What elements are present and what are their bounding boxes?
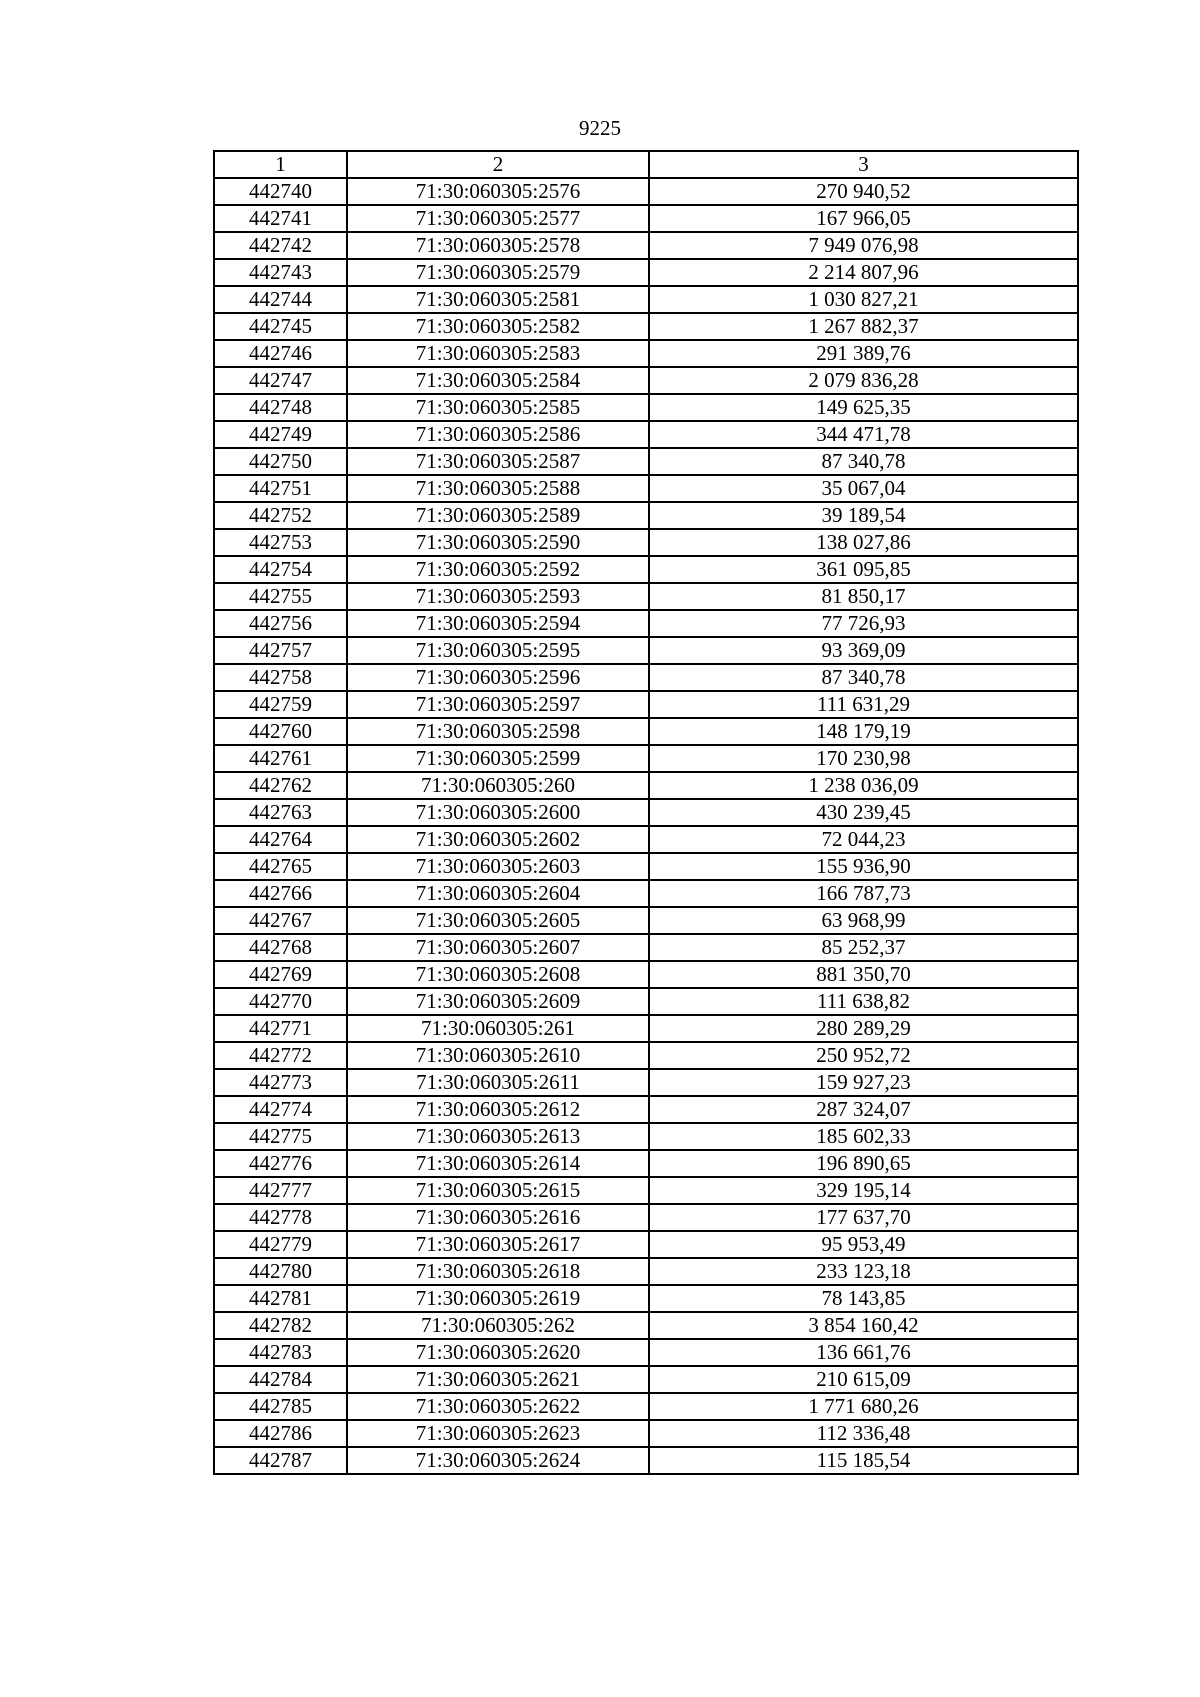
table-row bbox=[214, 448, 1078, 475]
table-row bbox=[214, 367, 1078, 394]
cadastral-number-cell: 71:30:060305:2583 bbox=[347, 340, 649, 367]
cadastral-number-cell: 71:30:060305:2610 bbox=[347, 1042, 649, 1069]
row-number-cell: 442778 bbox=[214, 1204, 347, 1231]
value-cell: 39 189,54 bbox=[649, 502, 1078, 529]
value-cell: 1 030 827,21 bbox=[649, 286, 1078, 313]
cadastral-number-cell: 71:30:060305:2624 bbox=[347, 1447, 649, 1474]
cadastral-number-cell: 71:30:060305:2622 bbox=[347, 1393, 649, 1420]
cadastral-number-cell: 71:30:060305:2604 bbox=[347, 880, 649, 907]
row-number-cell: 442751 bbox=[214, 475, 347, 502]
cadastral-number-cell: 71:30:060305:2582 bbox=[347, 313, 649, 340]
row-number-cell: 442746 bbox=[214, 340, 347, 367]
cadastral-number-cell: 71:30:060305:2602 bbox=[347, 826, 649, 853]
cadastral-number-cell: 71:30:060305:2623 bbox=[347, 1420, 649, 1447]
cadastral-number-cell: 71:30:060305:2592 bbox=[347, 556, 649, 583]
row-number-cell: 442786 bbox=[214, 1420, 347, 1447]
table-row bbox=[214, 394, 1078, 421]
table-row bbox=[214, 907, 1078, 934]
row-number-cell: 442743 bbox=[214, 259, 347, 286]
table-row bbox=[214, 1420, 1078, 1447]
cadastral-number-cell: 71:30:060305:2608 bbox=[347, 961, 649, 988]
value-cell: 1 238 036,09 bbox=[649, 772, 1078, 799]
row-number-cell: 442763 bbox=[214, 799, 347, 826]
value-cell: 95 953,49 bbox=[649, 1231, 1078, 1258]
table-row bbox=[214, 313, 1078, 340]
table-row bbox=[214, 961, 1078, 988]
value-cell: 210 615,09 bbox=[649, 1366, 1078, 1393]
row-number-cell: 442758 bbox=[214, 664, 347, 691]
value-cell: 177 637,70 bbox=[649, 1204, 1078, 1231]
table-row bbox=[214, 286, 1078, 313]
value-cell: 35 067,04 bbox=[649, 475, 1078, 502]
value-cell: 77 726,93 bbox=[649, 610, 1078, 637]
table-row bbox=[214, 1312, 1078, 1339]
value-cell: 166 787,73 bbox=[649, 880, 1078, 907]
cadastral-number-cell: 71:30:060305:2586 bbox=[347, 421, 649, 448]
value-cell: 233 123,18 bbox=[649, 1258, 1078, 1285]
table-row bbox=[214, 1366, 1078, 1393]
table-row bbox=[214, 1069, 1078, 1096]
row-number-cell: 442785 bbox=[214, 1393, 347, 1420]
row-number-cell: 442745 bbox=[214, 313, 347, 340]
header-cell-2: 2 bbox=[347, 151, 649, 178]
row-number-cell: 442777 bbox=[214, 1177, 347, 1204]
value-cell: 250 952,72 bbox=[649, 1042, 1078, 1069]
value-cell: 881 350,70 bbox=[649, 961, 1078, 988]
cadastral-number-cell: 71:30:060305:2585 bbox=[347, 394, 649, 421]
row-number-cell: 442787 bbox=[214, 1447, 347, 1474]
table-row bbox=[214, 1447, 1078, 1474]
value-cell: 149 625,35 bbox=[649, 394, 1078, 421]
value-cell: 93 369,09 bbox=[649, 637, 1078, 664]
table-row bbox=[214, 421, 1078, 448]
cadastral-number-cell: 71:30:060305:2618 bbox=[347, 1258, 649, 1285]
cadastral-number-cell: 71:30:060305:2577 bbox=[347, 205, 649, 232]
table-row bbox=[214, 1177, 1078, 1204]
table-row bbox=[214, 475, 1078, 502]
row-number-cell: 442768 bbox=[214, 934, 347, 961]
table-row bbox=[214, 610, 1078, 637]
cadastral-number-cell: 71:30:060305:2612 bbox=[347, 1096, 649, 1123]
table-row bbox=[214, 1123, 1078, 1150]
value-cell: 3 854 160,42 bbox=[649, 1312, 1078, 1339]
row-number-cell: 442756 bbox=[214, 610, 347, 637]
table-row bbox=[214, 1096, 1078, 1123]
cadastral-number-cell: 71:30:060305:2616 bbox=[347, 1204, 649, 1231]
row-number-cell: 442779 bbox=[214, 1231, 347, 1258]
row-number-cell: 442740 bbox=[214, 178, 347, 205]
table-row bbox=[214, 1042, 1078, 1069]
table-header-row bbox=[214, 151, 1078, 178]
row-number-cell: 442750 bbox=[214, 448, 347, 475]
row-number-cell: 442783 bbox=[214, 1339, 347, 1366]
value-cell: 1 771 680,26 bbox=[649, 1393, 1078, 1420]
value-cell: 72 044,23 bbox=[649, 826, 1078, 853]
cadastral-number-cell: 71:30:060305:2609 bbox=[347, 988, 649, 1015]
value-cell: 1 267 882,37 bbox=[649, 313, 1078, 340]
value-cell: 85 252,37 bbox=[649, 934, 1078, 961]
table-row bbox=[214, 664, 1078, 691]
value-cell: 87 340,78 bbox=[649, 664, 1078, 691]
value-cell: 196 890,65 bbox=[649, 1150, 1078, 1177]
cadastral-number-cell: 71:30:060305:2593 bbox=[347, 583, 649, 610]
value-cell: 291 389,76 bbox=[649, 340, 1078, 367]
value-cell: 111 631,29 bbox=[649, 691, 1078, 718]
value-cell: 136 661,76 bbox=[649, 1339, 1078, 1366]
table-row bbox=[214, 556, 1078, 583]
header-cell-3: 3 bbox=[649, 151, 1078, 178]
row-number-cell: 442741 bbox=[214, 205, 347, 232]
cadastral-number-cell: 71:30:060305:2576 bbox=[347, 178, 649, 205]
value-cell: 7 949 076,98 bbox=[649, 232, 1078, 259]
row-number-cell: 442754 bbox=[214, 556, 347, 583]
cadastral-number-cell: 71:30:060305:2594 bbox=[347, 610, 649, 637]
value-cell: 87 340,78 bbox=[649, 448, 1078, 475]
row-number-cell: 442744 bbox=[214, 286, 347, 313]
row-number-cell: 442771 bbox=[214, 1015, 347, 1042]
value-cell: 280 289,29 bbox=[649, 1015, 1078, 1042]
row-number-cell: 442753 bbox=[214, 529, 347, 556]
table-row bbox=[214, 340, 1078, 367]
row-number-cell: 442757 bbox=[214, 637, 347, 664]
cadastral-number-cell: 71:30:060305:262 bbox=[347, 1312, 649, 1339]
cadastral-number-cell: 71:30:060305:2599 bbox=[347, 745, 649, 772]
row-number-cell: 442766 bbox=[214, 880, 347, 907]
table-row bbox=[214, 1204, 1078, 1231]
table-row bbox=[214, 718, 1078, 745]
cadastral-number-cell: 71:30:060305:2578 bbox=[347, 232, 649, 259]
table-row bbox=[214, 1285, 1078, 1312]
value-cell: 148 179,19 bbox=[649, 718, 1078, 745]
table-row bbox=[214, 880, 1078, 907]
value-cell: 167 966,05 bbox=[649, 205, 1078, 232]
value-cell: 185 602,33 bbox=[649, 1123, 1078, 1150]
table-row bbox=[214, 799, 1078, 826]
table-row bbox=[214, 637, 1078, 664]
row-number-cell: 442782 bbox=[214, 1312, 347, 1339]
row-number-cell: 442764 bbox=[214, 826, 347, 853]
cadastral-number-cell: 71:30:060305:2611 bbox=[347, 1069, 649, 1096]
table-row bbox=[214, 259, 1078, 286]
value-cell: 170 230,98 bbox=[649, 745, 1078, 772]
row-number-cell: 442770 bbox=[214, 988, 347, 1015]
value-cell: 430 239,45 bbox=[649, 799, 1078, 826]
table-row bbox=[214, 853, 1078, 880]
table-row bbox=[214, 529, 1078, 556]
cadastral-number-cell: 71:30:060305:2621 bbox=[347, 1366, 649, 1393]
cadastral-number-cell: 71:30:060305:2590 bbox=[347, 529, 649, 556]
table-row bbox=[214, 1258, 1078, 1285]
cadastral-number-cell: 71:30:060305:2579 bbox=[347, 259, 649, 286]
row-number-cell: 442762 bbox=[214, 772, 347, 799]
row-number-cell: 442780 bbox=[214, 1258, 347, 1285]
table-row bbox=[214, 1150, 1078, 1177]
cadastral-number-cell: 71:30:060305:2589 bbox=[347, 502, 649, 529]
value-cell: 270 940,52 bbox=[649, 178, 1078, 205]
row-number-cell: 442747 bbox=[214, 367, 347, 394]
table-row bbox=[214, 691, 1078, 718]
row-number-cell: 442760 bbox=[214, 718, 347, 745]
row-number-cell: 442742 bbox=[214, 232, 347, 259]
cadastral-number-cell: 71:30:060305:2620 bbox=[347, 1339, 649, 1366]
table-row bbox=[214, 1393, 1078, 1420]
cadastral-number-cell: 71:30:060305:2597 bbox=[347, 691, 649, 718]
cadastral-number-cell: 71:30:060305:2595 bbox=[347, 637, 649, 664]
value-cell: 287 324,07 bbox=[649, 1096, 1078, 1123]
value-cell: 155 936,90 bbox=[649, 853, 1078, 880]
cadastral-number-cell: 71:30:060305:2581 bbox=[347, 286, 649, 313]
table-row bbox=[214, 988, 1078, 1015]
table-row bbox=[214, 745, 1078, 772]
value-cell: 2 079 836,28 bbox=[649, 367, 1078, 394]
cadastral-number-cell: 71:30:060305:2607 bbox=[347, 934, 649, 961]
table-row bbox=[214, 772, 1078, 799]
row-number-cell: 442749 bbox=[214, 421, 347, 448]
cadastral-number-cell: 71:30:060305:2615 bbox=[347, 1177, 649, 1204]
row-number-cell: 442775 bbox=[214, 1123, 347, 1150]
value-cell: 63 968,99 bbox=[649, 907, 1078, 934]
value-cell: 344 471,78 bbox=[649, 421, 1078, 448]
cadastral-number-cell: 71:30:060305:261 bbox=[347, 1015, 649, 1042]
row-number-cell: 442761 bbox=[214, 745, 347, 772]
table-row bbox=[214, 232, 1078, 259]
table-row bbox=[214, 1015, 1078, 1042]
row-number-cell: 442772 bbox=[214, 1042, 347, 1069]
row-number-cell: 442767 bbox=[214, 907, 347, 934]
value-cell: 111 638,82 bbox=[649, 988, 1078, 1015]
table-row bbox=[214, 502, 1078, 529]
row-number-cell: 442773 bbox=[214, 1069, 347, 1096]
cadastral-number-cell: 71:30:060305:2598 bbox=[347, 718, 649, 745]
table-row bbox=[214, 178, 1078, 205]
row-number-cell: 442755 bbox=[214, 583, 347, 610]
row-number-cell: 442781 bbox=[214, 1285, 347, 1312]
cadastral-number-cell: 71:30:060305:2614 bbox=[347, 1150, 649, 1177]
cadastral-number-cell: 71:30:060305:2600 bbox=[347, 799, 649, 826]
header-cell-1: 1 bbox=[214, 151, 347, 178]
cadastral-number-cell: 71:30:060305:2617 bbox=[347, 1231, 649, 1258]
table-body bbox=[214, 151, 1078, 1474]
value-cell: 159 927,23 bbox=[649, 1069, 1078, 1096]
row-number-cell: 442765 bbox=[214, 853, 347, 880]
data-table bbox=[213, 150, 1079, 1475]
cadastral-number-cell: 71:30:060305:2605 bbox=[347, 907, 649, 934]
page-number: 9225 bbox=[579, 116, 621, 140]
table-row bbox=[214, 1231, 1078, 1258]
cadastral-number-cell: 71:30:060305:2613 bbox=[347, 1123, 649, 1150]
table-row bbox=[214, 583, 1078, 610]
row-number-cell: 442776 bbox=[214, 1150, 347, 1177]
cadastral-number-cell: 71:30:060305:2588 bbox=[347, 475, 649, 502]
table-row bbox=[214, 934, 1078, 961]
value-cell: 138 027,86 bbox=[649, 529, 1078, 556]
row-number-cell: 442752 bbox=[214, 502, 347, 529]
value-cell: 361 095,85 bbox=[649, 556, 1078, 583]
cadastral-number-cell: 71:30:060305:2619 bbox=[347, 1285, 649, 1312]
cadastral-number-cell: 71:30:060305:2603 bbox=[347, 853, 649, 880]
row-number-cell: 442759 bbox=[214, 691, 347, 718]
value-cell: 112 336,48 bbox=[649, 1420, 1078, 1447]
table-row bbox=[214, 205, 1078, 232]
cadastral-number-cell: 71:30:060305:2584 bbox=[347, 367, 649, 394]
row-number-cell: 442774 bbox=[214, 1096, 347, 1123]
value-cell: 2 214 807,96 bbox=[649, 259, 1078, 286]
cadastral-number-cell: 71:30:060305:260 bbox=[347, 772, 649, 799]
row-number-cell: 442748 bbox=[214, 394, 347, 421]
row-number-cell: 442769 bbox=[214, 961, 347, 988]
cadastral-number-cell: 71:30:060305:2587 bbox=[347, 448, 649, 475]
cadastral-number-cell: 71:30:060305:2596 bbox=[347, 664, 649, 691]
row-number-cell: 442784 bbox=[214, 1366, 347, 1393]
value-cell: 329 195,14 bbox=[649, 1177, 1078, 1204]
table-row bbox=[214, 826, 1078, 853]
value-cell: 78 143,85 bbox=[649, 1285, 1078, 1312]
value-cell: 81 850,17 bbox=[649, 583, 1078, 610]
table-row bbox=[214, 1339, 1078, 1366]
value-cell: 115 185,54 bbox=[649, 1447, 1078, 1474]
